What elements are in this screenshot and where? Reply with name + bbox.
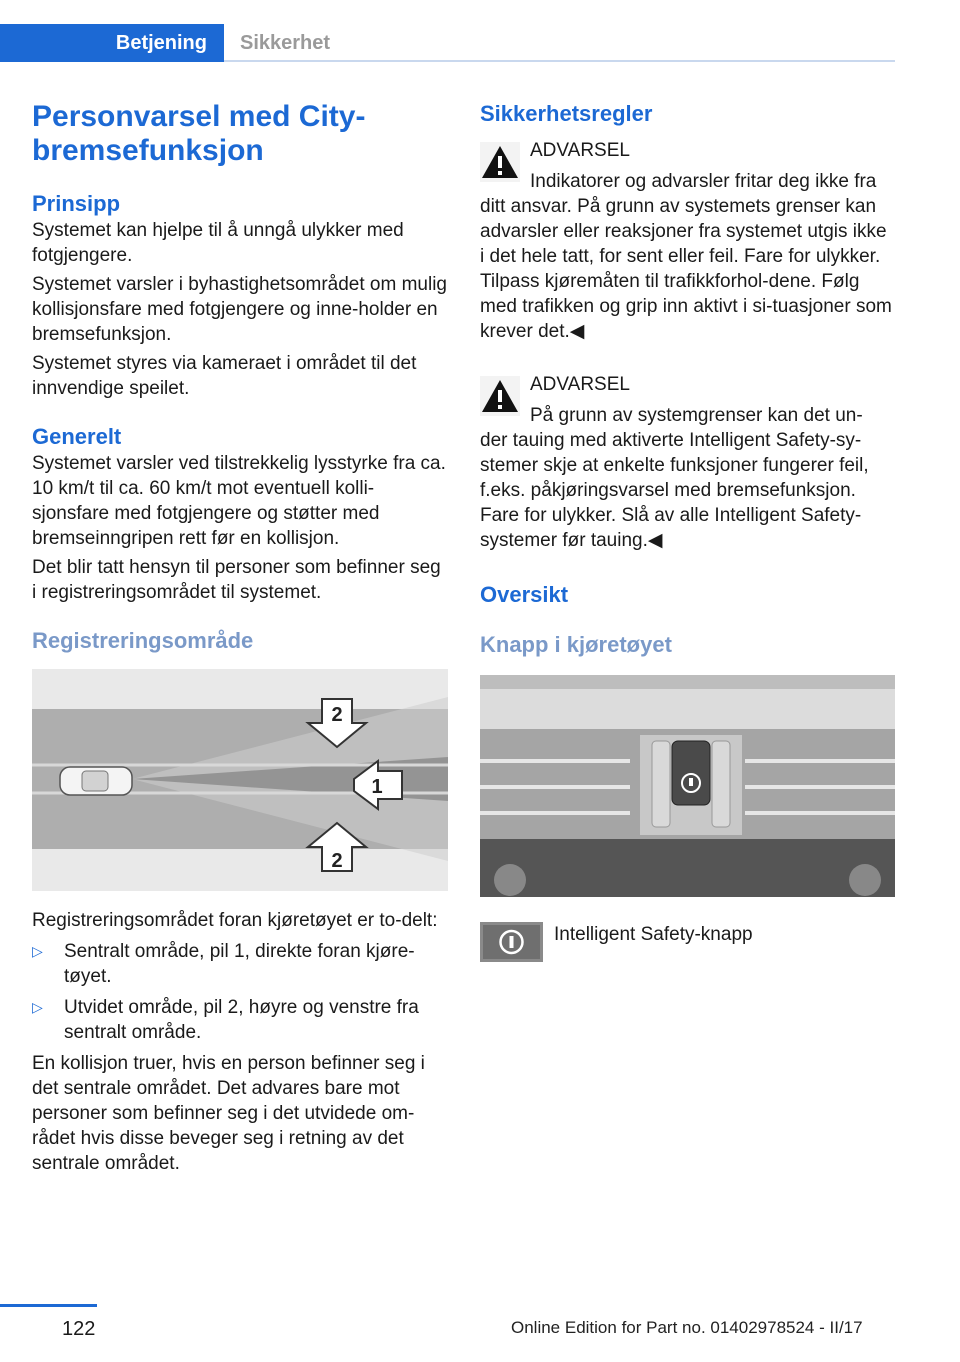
car-icon xyxy=(60,767,132,795)
button-legend xyxy=(480,922,895,964)
list-item xyxy=(32,995,450,1045)
arrow-2-bottom-label: 2 xyxy=(331,850,343,872)
arrow-2-top-label: 2 xyxy=(331,704,343,726)
range-paragraph-end: En kollisjon truer, hvis en person befinner seg i det sentrale området. Det advares bare mot personer som befinner seg i det utvidede om‐rådet hvis disse beveger seg i retning av det sentrale området. xyxy=(32,1053,425,1174)
principle-heading: Prinsipp xyxy=(32,191,121,216)
list-marker: ▷ xyxy=(32,999,43,1015)
principle-paragraph-2: Systemet varsler i byhastighetsområdet om mulig kollisjonsfare med fotgjengere og inne‐holder en bremsefunksjon. xyxy=(32,274,447,345)
page-title-line-2: bremsefunksjon xyxy=(32,134,264,167)
tab-divider xyxy=(224,60,895,62)
warning-triangle-icon xyxy=(480,142,520,182)
warning-1-text-rest: ditt ansvar. På grunn av systemets grenser kan advarsler eller reaksjoner fra systemet utgis ikke i det hele tatt, for sent eller feil. Fare for ulykker. Tilpass kjøremåten til trafikkforhol‐dene. Følg med trafikken og grip inn aktivt i si‐tuasjoner som krever det.◀ xyxy=(480,196,892,342)
safety-heading: Sikkerhetsregler xyxy=(480,101,653,126)
intelligent-safety-button-icon xyxy=(672,741,710,805)
warning-2-title: ADVARSEL xyxy=(530,374,630,395)
section-tabs xyxy=(0,24,895,62)
edition-text: Online Edition for Part no. 01402978524 - II/17 xyxy=(511,1318,863,1337)
warning-block-2 xyxy=(480,372,895,553)
detection-range-diagram xyxy=(32,669,448,891)
list-item-text: Utvidet område, pil 2, høyre og venstre fra sentralt område. xyxy=(64,997,419,1043)
principle-paragraph-1: Systemet kan hjelpe til å unngå ulykker med fotgjengere. xyxy=(32,220,404,266)
page-number: 122 xyxy=(62,1318,96,1340)
overview-heading: Oversikt xyxy=(480,582,569,607)
page-title-line-1: Personvarsel med City- xyxy=(32,100,366,133)
intelligent-safety-button-icon xyxy=(480,922,543,962)
range-heading: Registreringsområde xyxy=(32,628,254,653)
footer-divider xyxy=(0,1304,97,1307)
warning-triangle-icon xyxy=(480,376,520,416)
general-paragraph-1: Systemet varsler ved tilstrekkelig lysstyrke fra ca. 10 km/t til ca. 60 km/t mot eventuell kolli‐sjonsfare med fotgjengere og støtter med bremseinngripen rett før en kollisjon. xyxy=(32,453,446,549)
warning-1-text-first: Indikatorer og advarsler fritar deg ikke fra xyxy=(530,171,877,192)
right-column xyxy=(480,100,895,964)
button-heading: Knapp i kjøretøyet xyxy=(480,632,672,657)
principle-paragraph-3: Systemet styres via kameraet i området til det innvendige speilet. xyxy=(32,353,417,399)
range-intro: Registreringsområdet foran kjøretøyet er to‐delt: xyxy=(32,910,438,931)
dashboard-button-photo xyxy=(480,675,895,897)
range-list xyxy=(32,939,450,1045)
tab-betjening-label: Betjening xyxy=(115,32,207,54)
tab-betjening[interactable] xyxy=(0,24,224,62)
page-title xyxy=(32,100,450,168)
button-caption: Intelligent Safety-knapp xyxy=(554,924,753,945)
list-marker: ▷ xyxy=(32,943,43,959)
list-item-text: Sentralt område, pil 1, direkte foran kjøre‐tøyet. xyxy=(64,941,415,987)
arrow-1-label: 1 xyxy=(371,776,383,798)
warning-1-title: ADVARSEL xyxy=(530,140,630,161)
left-column xyxy=(32,100,450,1176)
warning-block-1 xyxy=(480,138,895,344)
general-paragraph-2: Det blir tatt hensyn til personer som befinner seg i registreringsområdet til systemet. xyxy=(32,557,441,603)
list-item xyxy=(32,939,450,989)
general-heading: Generelt xyxy=(32,424,122,449)
tab-sikkerhet[interactable]: Sikkerhet xyxy=(240,32,331,54)
warning-2-text-rest: der tauing med aktiverte Intelligent Safety-sy‐stemer skje at enkelte funksjoner fungerer feil, f.eks. påkjøringsvarsel med bremsefunksjon. Fare for ulykker. Slå av alle Intelligent Safety-systemer før tauing.◀ xyxy=(480,430,869,551)
warning-2-text-first: På grunn av systemgrenser kan det un‐ xyxy=(530,405,863,426)
